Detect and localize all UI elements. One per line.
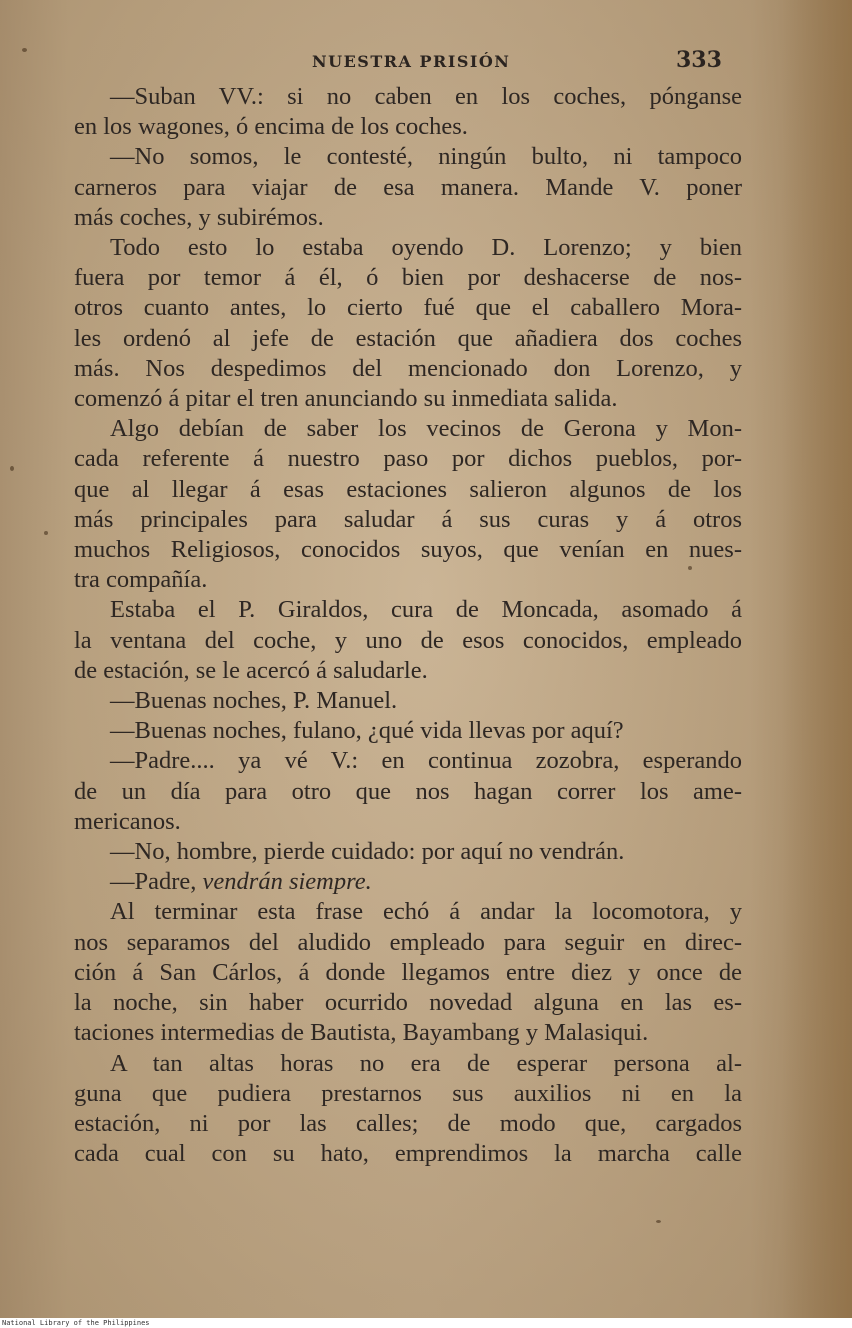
text-line-content: en los wagones, ó encima de los coches. [74,113,468,141]
text-line-content: carneros para viajar de esa manera. Mande V. poner [74,173,742,201]
text-line [74,142,742,172]
text-line-content: les ordenó al jefe de estación que añadiera dos coches [74,324,742,352]
text-line-content: más principales para saludar á sus curas y á otros [74,505,742,533]
text-line [74,414,742,444]
text-line-content: otros cuanto antes, lo cierto fué que el caballero Mora- [74,294,742,322]
text-line [74,837,742,867]
text-line [74,384,742,414]
text-line-content: la ventana del coche, y uno de esos conocidos, empleado [74,626,742,654]
text-line [74,928,742,958]
text-line-content: Algo debían de saber los vecinos de Gerona y Mon- [110,415,742,443]
text-line-content: de estación, se le acercó á saludarle. [74,656,428,684]
ink-speck [688,566,692,570]
text-line [74,777,742,807]
library-credit: National Library of the Philippines [2,1319,150,1327]
text-line-content: muchos Religiosos, conocidos suyos, que venían en nues- [74,536,742,564]
text-line-content: de un día para otro que nos hagan correr los ame- [74,777,742,805]
text-line [74,897,742,927]
running-title: NUESTRA PRISIÓN [312,52,511,71]
text-line-content: más coches, y subirémos. [74,203,324,231]
page-number: 333 [676,47,722,73]
text-line-content: guna que pudiera prestarnos sus auxilios ni en la [74,1079,742,1107]
text-line-content: la noche, sin haber ocurrido novedad alguna en las es- [74,989,742,1017]
text-line [74,1109,742,1139]
text-line [74,354,742,384]
text-line [74,324,742,354]
text-line [74,1049,742,1079]
text-line-content: más. Nos despedimos del mencionado don Lorenzo, y [74,354,742,382]
text-line-content: que al llegar á esas estaciones salieron algunos de los [74,475,742,503]
text-line [74,475,742,505]
text-line-content: —Padre, [110,868,203,896]
body-text [74,82,742,1169]
text-line [74,565,742,595]
text-line [74,82,742,112]
ink-speck [10,466,14,471]
text-line [74,293,742,323]
italic-text: vendrán siempre. [202,868,372,896]
ink-speck [22,48,27,52]
ink-speck [44,531,48,535]
text-line [74,444,742,474]
text-line [74,656,742,686]
text-line [74,112,742,142]
text-line-content: cada referente á nuestro paso por dichos pueblos, por- [74,445,742,473]
text-line-content: cada cual con su hato, emprendimos la marcha calle [74,1140,742,1168]
text-line [74,746,742,776]
text-line-content: —Suban VV.: si no caben en los coches, pónganse [110,83,742,110]
text-line-content: —Padre.... ya vé V.: en continua zozobra, esperando [110,747,742,775]
text-line [74,988,742,1018]
text-line [74,1079,742,1109]
text-line [74,686,742,716]
text-line-content: comenzó á pitar el tren anunciando su inmediata salida. [74,385,618,413]
text-line-content: mericanos. [74,807,181,835]
text-line [74,716,742,746]
text-line [74,958,742,988]
text-line [74,626,742,656]
text-line [74,233,742,263]
text-line-content: —Buenas noches, fulano, ¿qué vida llevas por aquí? [110,717,624,745]
text-line-content: taciones intermedias de Bautista, Bayambang y Malasiqui. [74,1019,649,1047]
text-line [74,1018,742,1048]
text-line-content: fuera por temor á él, ó bien por deshacerse de nos- [74,264,742,292]
text-line-content: ción á San Cárlos, á donde llegamos entre diez y once de [74,958,742,986]
text-line [74,203,742,233]
page-header [0,46,852,76]
text-line-content: estación, ni por las calles; de modo que, cargados [74,1109,742,1137]
text-line [74,505,742,535]
text-line [74,595,742,625]
text-line-content: A tan altas horas no era de esperar persona al- [110,1049,742,1077]
text-line-content: —No, hombre, pierde cuidado: por aquí no vendrán. [110,838,625,866]
text-line-content: Todo esto lo estaba oyendo D. Lorenzo; y bien [110,234,742,262]
text-line-content: —No somos, le contesté, ningún bulto, ni tampoco [110,143,742,171]
text-line [74,1139,742,1169]
text-line [74,807,742,837]
text-line [74,867,742,897]
text-line-content: —Buenas noches, P. Manuel. [110,687,398,715]
text-line-content: nos separamos del aludido empleado para seguir en direc- [74,928,742,956]
text-line [74,263,742,293]
ink-speck [656,1220,661,1223]
text-line-content: Al terminar esta frase echó á andar la locomotora, y [110,898,742,926]
text-line [74,173,742,203]
text-line-content: tra compañía. [74,566,208,594]
text-line [74,535,742,565]
text-line-content: Estaba el P. Giraldos, cura de Moncada, asomado á [110,596,742,624]
